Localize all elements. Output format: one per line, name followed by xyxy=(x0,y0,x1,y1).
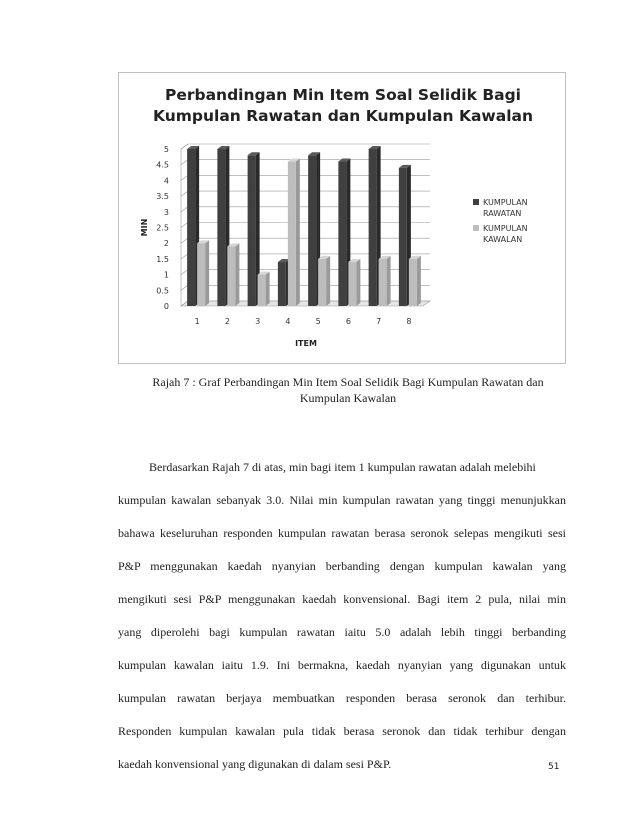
bar-kawalan xyxy=(258,275,266,306)
paragraph-line-10: kaedah konvensional yang digunakan di dalam sesi P&P. xyxy=(118,757,392,771)
legend-item-rawatan xyxy=(473,197,558,219)
x-tick-label: 3 xyxy=(255,317,261,326)
paragraph-line-1: Berdasarkan Rajah 7 di atas, min bagi item 1 kumpulan rawatan adalah melebihi xyxy=(149,460,536,474)
legend-item-kawalan xyxy=(473,223,558,245)
bar-side-kawalan xyxy=(417,256,421,306)
caption-line-1: Rajah 7 : Graf Perbandingan Min Item Soal Selidik Bagi Kumpulan Rawatan dan xyxy=(152,375,544,389)
x-tick-label: 4 xyxy=(285,317,291,326)
x-tick-label: 6 xyxy=(345,317,351,326)
caption-line-2: Kumpulan Kawalan xyxy=(299,391,397,405)
y-tick-label: 2 xyxy=(163,239,169,249)
x-axis-title: ITEM xyxy=(295,339,317,348)
y-axis-title: MIN xyxy=(140,218,149,237)
gridline-depth xyxy=(181,160,188,165)
bar-side-kawalan xyxy=(235,243,239,306)
y-tick-label: 0 xyxy=(163,302,169,311)
y-tick-label: 4 xyxy=(163,176,169,186)
paragraph-line-7: kumpulan kawalan iaitu 1.9. Ini bermakna, kaedah nyanyian yang digunakan untuk xyxy=(118,658,566,672)
legend-label-rawatan-line-2: RAWATAN xyxy=(483,209,522,218)
bar-rawatan xyxy=(248,155,256,306)
bar-side-kawalan xyxy=(296,159,300,306)
x-tick-label: 8 xyxy=(406,317,412,326)
chart-title-line-1: Perbandingan Min Item Soal Selidik Bagi xyxy=(164,86,521,104)
x-tick-label: 5 xyxy=(315,317,321,326)
legend-swatch-kawalan xyxy=(473,225,479,231)
paragraph-line-2: kumpulan kawalan sebanyak 3.0. Nilai min kumpulan rawatan yang tinggi menunjukkan xyxy=(118,493,566,507)
legend-label-kawalan-line-2: KAWALAN xyxy=(483,235,523,244)
paragraph-line-6: yang diperolehi bagi kumpulan rawatan iaitu 5.0 adalah lebih tinggi berbanding xyxy=(118,625,566,639)
bar-kawalan xyxy=(409,259,417,306)
bar-side-kawalan xyxy=(326,256,330,306)
gridline-depth xyxy=(181,191,188,196)
paragraph-line-3: bahawa keseluruhan responden kumpulan rawatan berasa seronok selepas mengikuti sesi xyxy=(118,526,566,540)
y-tick-label: 0.5 xyxy=(156,286,169,296)
y-tick-label: 3 xyxy=(163,207,169,217)
gridline-depth xyxy=(181,285,188,290)
y-tick-label: 2.5 xyxy=(156,223,169,233)
y-tick-label: 5 xyxy=(163,145,169,154)
bar-kawalan xyxy=(227,246,235,306)
gridline-depth xyxy=(181,238,188,243)
x-tick-label: 2 xyxy=(224,317,230,326)
gridline-depth xyxy=(181,207,188,212)
x-tick-label: 1 xyxy=(194,317,200,326)
bar-side-kawalan xyxy=(205,240,209,306)
bar-rawatan xyxy=(399,168,407,306)
bar-kawalan xyxy=(379,259,387,306)
gridline-depth xyxy=(181,254,188,259)
bar-rawatan xyxy=(217,149,225,306)
paragraph-line-8: kumpulan rawatan berjaya membuatkan responden berasa seronok dan terhibur. xyxy=(118,691,566,705)
legend-label-rawatan-line-1: KUMPULAN xyxy=(483,198,528,207)
legend-label-kawalan xyxy=(483,223,528,245)
legend-swatch-rawatan xyxy=(473,199,479,205)
bar-kawalan xyxy=(197,243,205,306)
gridline-depth xyxy=(181,175,188,180)
bar-kawalan xyxy=(288,162,296,306)
bar-rawatan xyxy=(338,162,346,306)
bar-kawalan xyxy=(348,262,356,306)
bar-kawalan xyxy=(318,259,326,306)
chart-container xyxy=(118,72,566,364)
figure-caption xyxy=(118,374,578,406)
bar-rawatan xyxy=(369,149,377,306)
paragraph-line-4: P&P menggunakan kaedah nyanyian berbanding dengan kumpulan kawalan yang xyxy=(118,559,566,573)
paragraph-line-9: Responden kumpulan kawalan pula tidak berasa seronok dan tidak terhibur dengan xyxy=(118,724,566,738)
gridline-depth xyxy=(181,223,188,228)
bar-rawatan xyxy=(308,155,316,306)
y-tick-label: 1 xyxy=(163,270,169,280)
x-tick-label: 7 xyxy=(376,317,382,326)
gridline-depth xyxy=(181,270,188,275)
chart-legend xyxy=(473,197,558,249)
bar-side-kawalan xyxy=(356,259,360,306)
page-number: 51 xyxy=(548,762,560,772)
y-tick-label: 4.5 xyxy=(156,160,169,170)
chart-title-line-2: Kumpulan Rawatan dan Kumpulan Kawalan xyxy=(152,107,534,125)
bar-rawatan xyxy=(187,149,195,306)
gridline-depth xyxy=(181,144,188,149)
legend-label-rawatan xyxy=(483,197,528,219)
bar-side-kawalan xyxy=(387,256,391,306)
legend-label-kawalan-line-1: KUMPULAN xyxy=(483,224,528,233)
y-tick-label: 3.5 xyxy=(156,192,169,202)
y-tick-label: 1.5 xyxy=(156,254,169,264)
bar-rawatan xyxy=(278,262,286,306)
bar-side-kawalan xyxy=(266,272,270,306)
paragraph-line-5: mengikuti sesi P&P menggunakan kaedah konvensional. Bagi item 2 pula, nilai min xyxy=(118,592,566,606)
